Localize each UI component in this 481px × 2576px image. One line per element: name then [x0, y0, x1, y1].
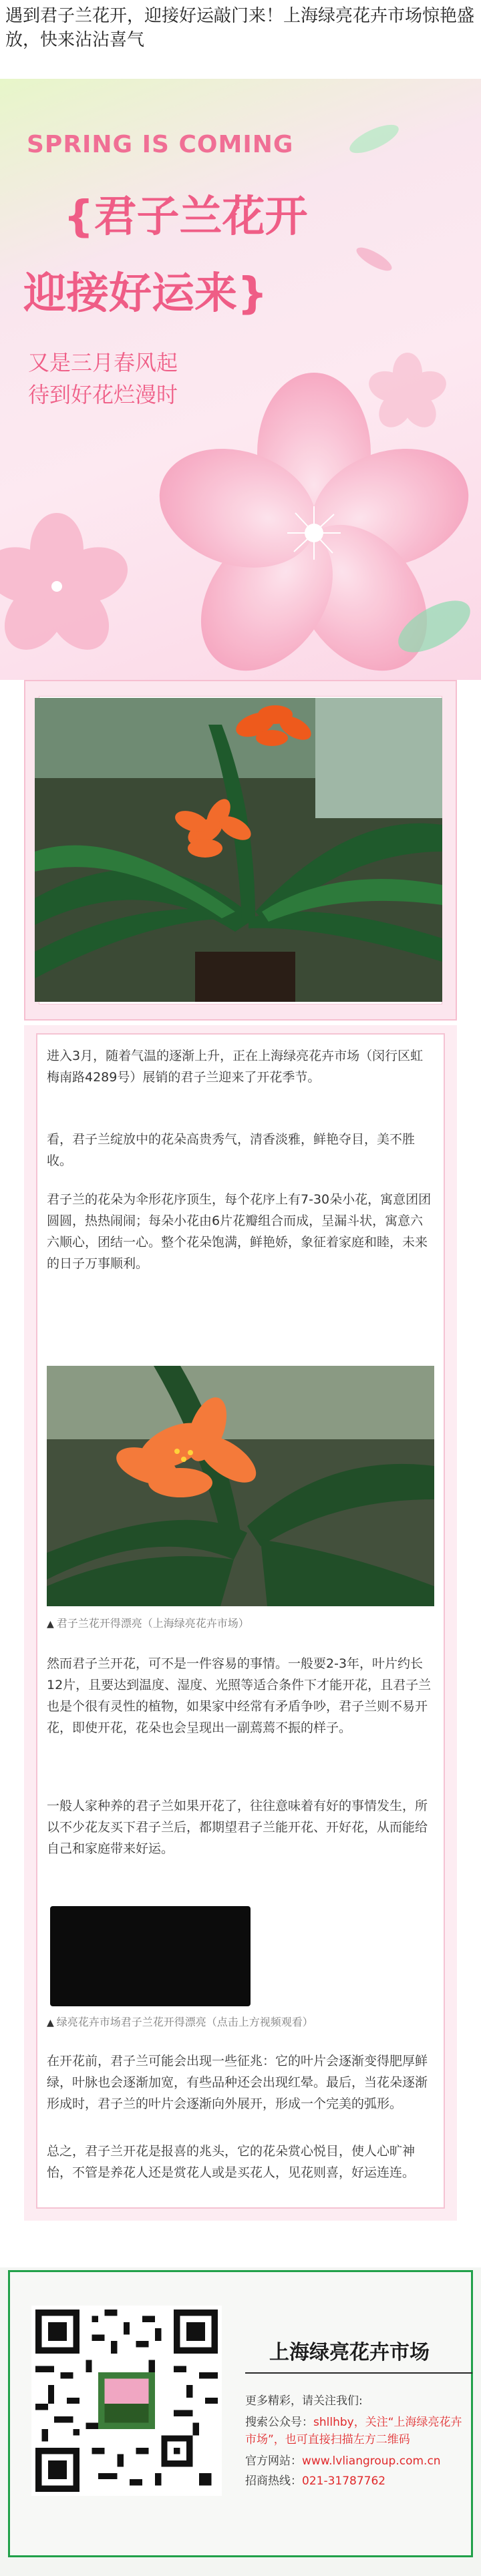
hero-kicker: SPRING IS COMING — [27, 131, 294, 158]
footer-card — [0, 2267, 481, 2576]
article-paragraph: 总之，君子兰开花是报喜的兆头，它的花朵赏心悦目，使人心旷神怡，不管是养花人还是赏花人或是买花人，见花则喜，好运连连。 — [47, 2144, 416, 2180]
caption-triangle-icon: ▲ — [47, 1619, 54, 1630]
qr-code[interactable] — [31, 2306, 222, 2496]
article-paragraph: 在开花前，君子兰可能会出现一些征兆：它的叶片会逐渐变得肥厚鲜绿，叶脉也会逐渐加宽，有些品种还会出现红晕。最后，当花朵逐渐形成时，君子兰的叶片会逐渐向外展开，形成一个完美的弧形。 — [47, 2054, 428, 2111]
caption-triangle-icon: ▲ — [47, 2018, 54, 2028]
wechat-id: shllhby，关注“上海绿亮花卉市场”，也可直接扫描左方二维码 — [245, 2416, 462, 2446]
intro-text: 遇到君子兰花开，迎接好运敲门来！上海绿亮花卉市场惊艳盛放，快来沾沾喜气 — [5, 6, 475, 50]
footer-brand-name: 上海绿亮花卉市场 — [269, 2341, 430, 2364]
article-paragraph: 然而君子兰开花，可不是一件容易的事情。一般要2-3年，叶片约长12片，且要达到温度、湿度、光照等适合条件下才能开花，且君子兰也是个很有灵性的植物，如果家中经常有矛盾争吵，君子兰则不易开花，即使开花，花朵也会呈现出一副蔫蔫不振的样子。 — [47, 1656, 432, 1735]
footer-wechat-line: 搜索公众号：shllhby，关注“上海绿亮花卉市场”，也可直接扫描左方二维码 — [245, 2416, 462, 2446]
clivia-closeup-photo — [47, 1366, 434, 1606]
footer-site-line: 官方网站：www.lvliangroup.com.cn — [245, 2454, 441, 2468]
article-paragraph: 君子兰的花朵为伞形花序顶生，每个花序上有7-30朵小花，寓意团团圆圆，热热闹闹；每朵小花由6片花瓣组合而成，呈漏斗状，寓意六六顺心，团结一心。整个花朵饱满，鲜艳娇，象征着家庭和睦，未来的日子万事顺利。 — [47, 1192, 432, 1271]
website-link[interactable]: www.lvliangroup.com.cn — [302, 2454, 441, 2468]
hero-subtitle-line1: 又是三月春风起 — [28, 350, 178, 375]
hero-banner — [0, 79, 481, 680]
photo-caption: ▲ 君子兰花开得漂亮（上海绿亮花卉市场） — [47, 1617, 249, 1630]
article-paragraph: 一般人家种养的君子兰如果开花了，往往意味着有好的事情发生，所以不少花友买下君子兰后，都期望君子兰能开花、开好花，从而能给自己和家庭带来好运。 — [47, 1799, 428, 1856]
footer-phone-line: 招商热线：021-31787762 — [245, 2474, 386, 2488]
video-player[interactable] — [50, 1906, 251, 2006]
hero-subtitle-line2: 待到好花烂漫时 — [28, 382, 178, 407]
clivia-photo — [35, 698, 442, 1002]
hero-title-line1: {君子兰花开 — [63, 192, 308, 242]
hero-title-line2: 迎接好运来} — [23, 269, 268, 319]
article-paragraph: 看，君子兰绽放中的花朵高贵秀气，清香淡雅，鲜艳夺目，美不胜收。 — [47, 1132, 416, 1168]
phone-number[interactable]: 021-31787762 — [302, 2474, 386, 2488]
article-paragraph: 进入3月，随着气温的逐渐上升，正在上海绿亮花卉市场（闵行区虹梅南路4289号）展销的君子兰迎来了开花季节。 — [47, 1049, 424, 1085]
footer-divider — [245, 2372, 472, 2374]
video-caption: ▲ 绿亮花卉市场君子兰花开得漂亮（点击上方视频观看） — [47, 2016, 313, 2028]
footer-more-label: 更多精彩，请关注我们: — [245, 2394, 363, 2408]
